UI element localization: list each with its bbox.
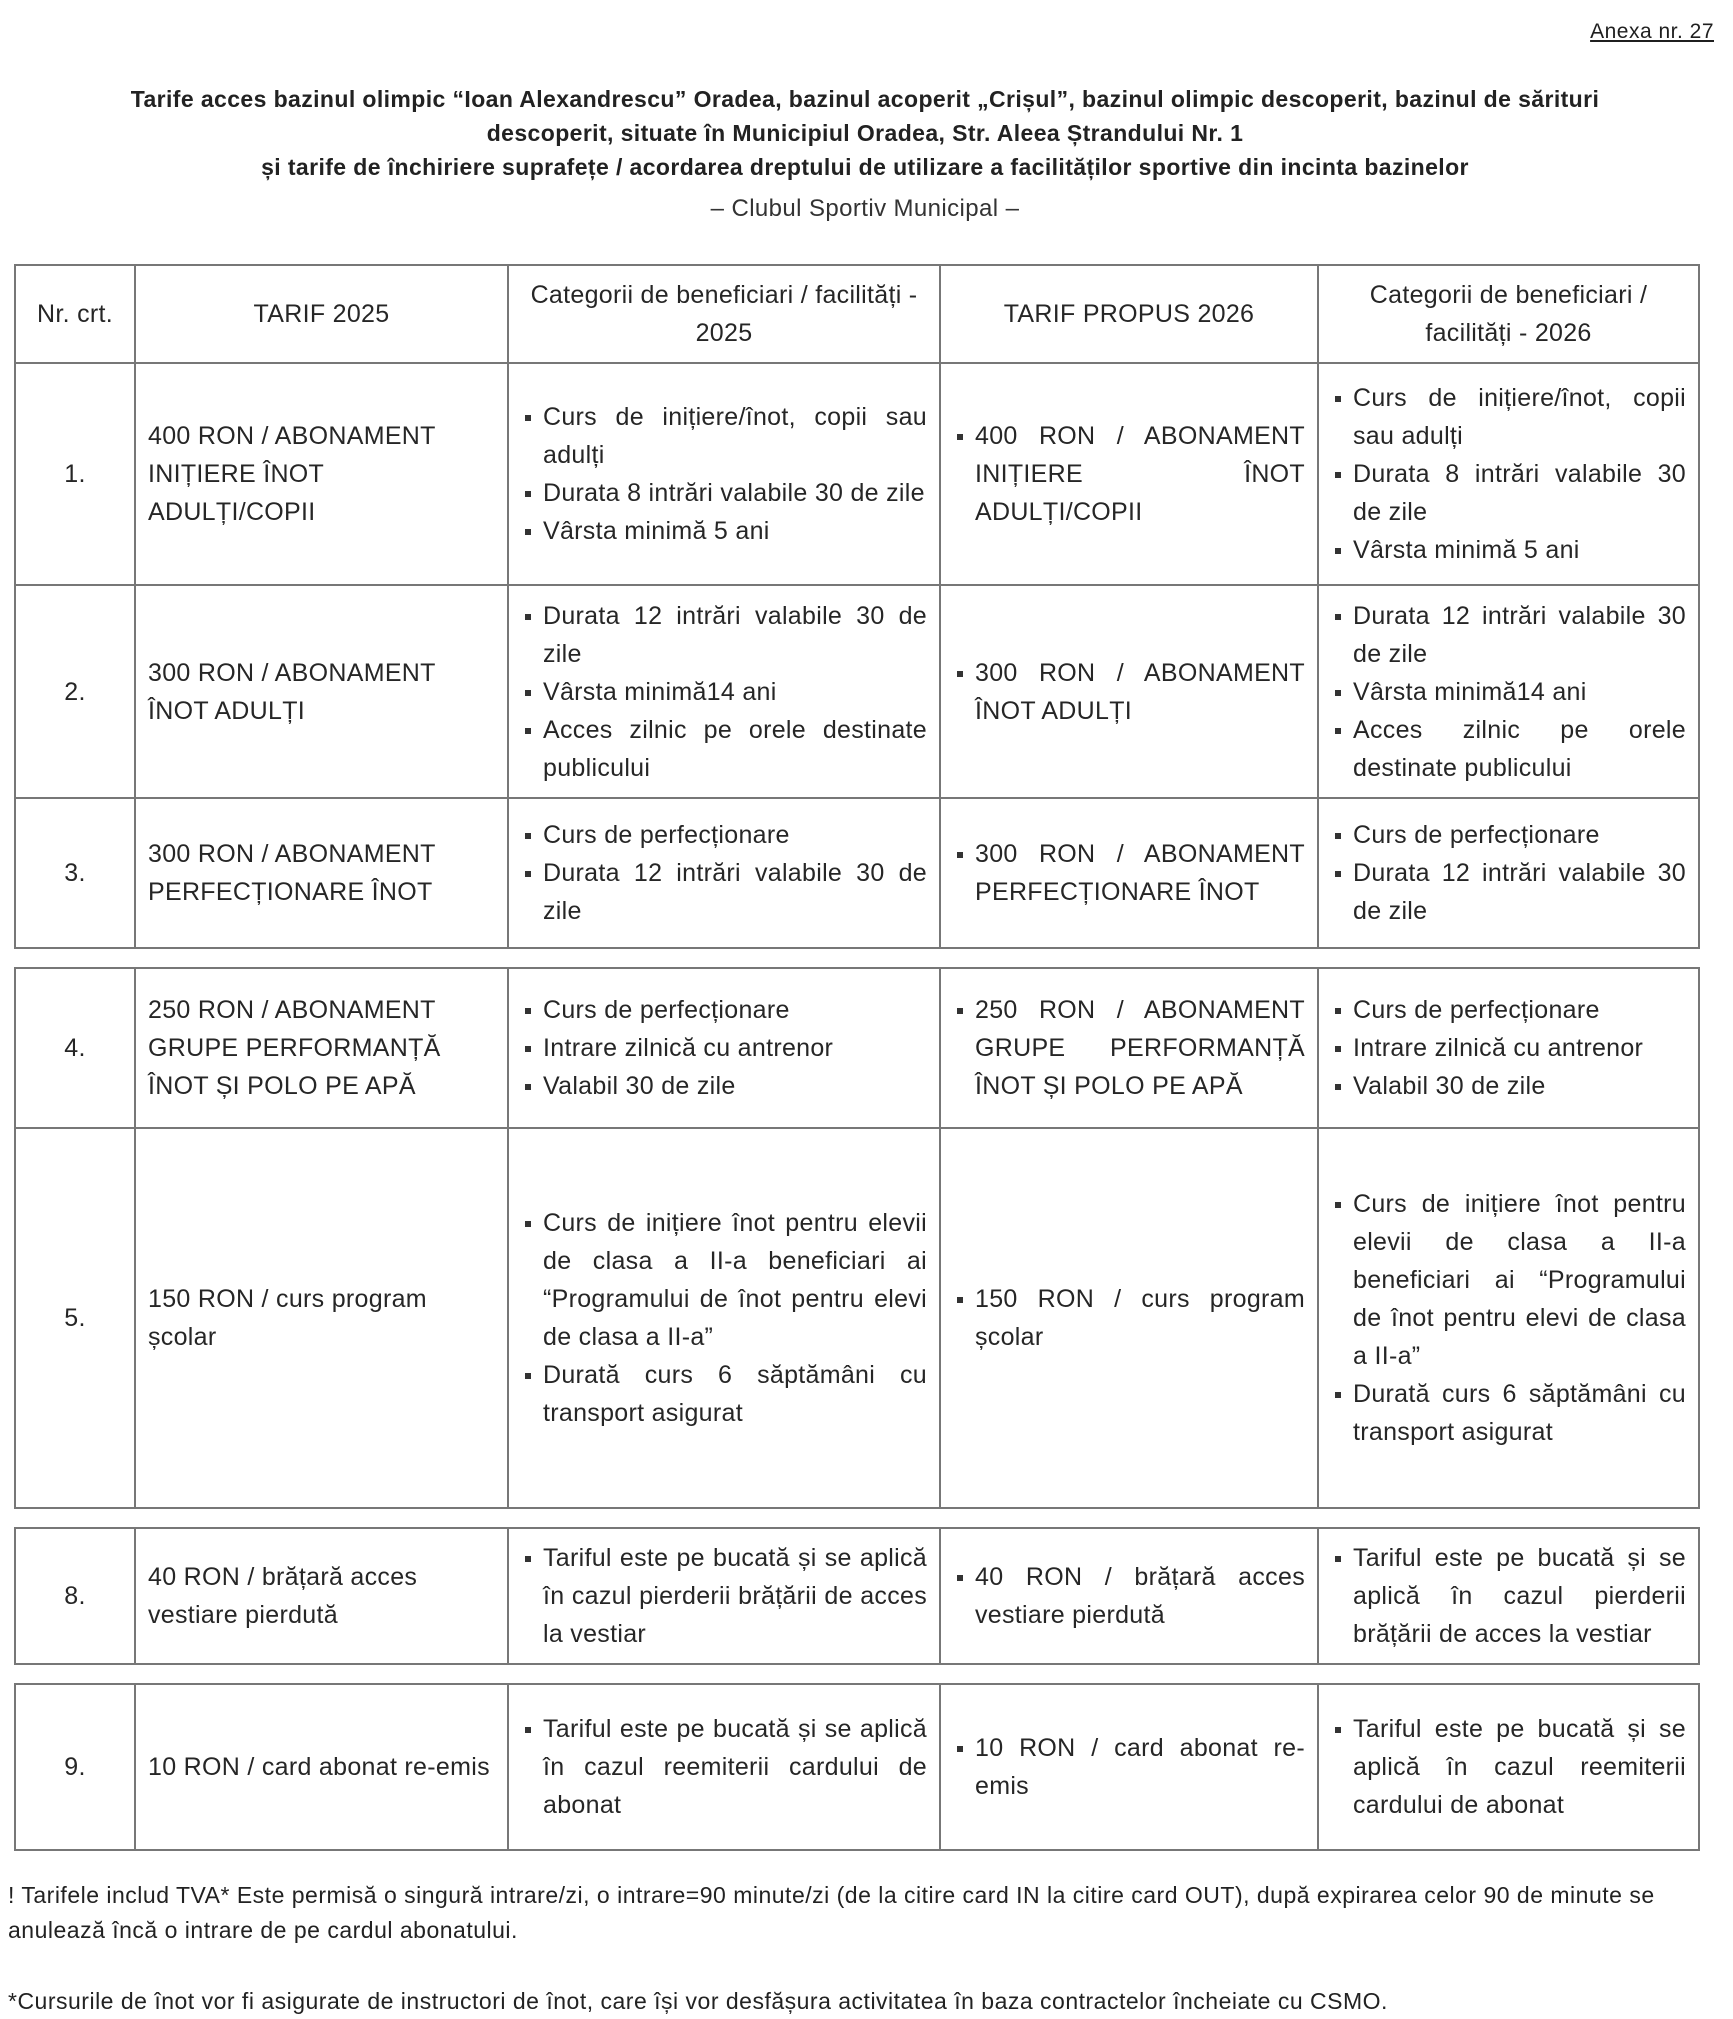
bullet-item: Tariful este pe bucată și se aplică în cazul pierderii brățării de acces la vestiar	[521, 1539, 927, 1653]
bullet-item: Acces zilnic pe orele destinate publicului	[1331, 711, 1686, 787]
header-nr: Nr. crt.	[15, 265, 135, 363]
bullet-item: Durata 8 intrări valabile 30 de zile	[521, 474, 927, 512]
bullet-item: Curs de perfecționare	[1331, 816, 1686, 854]
bullet-item: Curs de inițiere înot pentru elevii de clasa a II-a beneficiari ai “Programului de înot pentru elevi de clasa a II-a”	[521, 1204, 927, 1356]
table-gap-cell	[15, 1664, 1699, 1684]
bullet-item: Durată curs 6 săptămâni cu transport asigurat	[1331, 1375, 1686, 1451]
club-name: – Clubul Sportiv Municipal –	[710, 195, 1020, 222]
bullet-item: Curs de perfecționare	[1331, 991, 1686, 1029]
categorii-2026	[1318, 363, 1699, 585]
tarif-2025: 150 RON / curs program școlar	[135, 1128, 508, 1508]
title-line-1: Tarife acces bazinul olimpic “Ioan Alexandrescu” Oradea, bazinul acoperit „Crișul”, bazinul olimpic descoperit, bazinul de sărituri	[130, 86, 1600, 112]
tarif-propus-2026	[940, 968, 1318, 1128]
bullet-item: Durata 12 intrări valabile 30 de zile	[1331, 597, 1686, 673]
bullet-item: Tariful este pe bucată și se aplică în cazul reemiterii cardului de abonat	[521, 1710, 927, 1824]
header-tarif-2025: TARIF 2025	[135, 265, 508, 363]
annex-number: Anexa nr. 27	[1590, 20, 1714, 43]
bullet-item: Curs de inițiere/înot, copii sau adulți	[1331, 379, 1686, 455]
categorii-2026	[1318, 798, 1699, 948]
header-tarif-2026: TARIF PROPUS 2026	[940, 265, 1318, 363]
bullet-item: Acces zilnic pe orele destinate publicului	[521, 711, 927, 787]
row-number: 8.	[15, 1528, 135, 1664]
categorii-2026	[1318, 1528, 1699, 1664]
bullet-item: 150 RON / curs program școlar	[953, 1280, 1305, 1356]
categorii-2025	[508, 798, 940, 948]
bullet-item: Intrare zilnică cu antrenor	[521, 1029, 927, 1067]
categorii-2026	[1318, 1128, 1699, 1508]
categorii-2025	[508, 1528, 940, 1664]
tarif-propus-2026	[940, 798, 1318, 948]
categorii-2025	[508, 363, 940, 585]
bullet-item: Valabil 30 de zile	[1331, 1067, 1686, 1105]
categorii-2025	[508, 585, 940, 798]
bullet-item: Durata 12 intrări valabile 30 de zile	[521, 854, 927, 930]
table-row	[15, 798, 1699, 948]
bullet-item: Curs de perfecționare	[521, 816, 927, 854]
tarif-propus-2026	[940, 1684, 1318, 1850]
table-row	[15, 968, 1699, 1128]
table-row	[15, 1128, 1699, 1508]
bullet-item: Vârsta minimă 5 ani	[1331, 531, 1686, 569]
header-categorii-2026: Categorii de beneficiari / facilități - 2026	[1318, 265, 1699, 363]
categorii-2026	[1318, 585, 1699, 798]
bullet-item: 400 RON / ABONAMENT INIȚIERE ÎNOT ADULȚI/COPII	[953, 417, 1305, 531]
footnote-tva: ! Tarifele includ TVA* Este permisă o singură intrare/zi, o intrare=90 minute/zi (de la citire card IN la citire card OUT), după expirarea celor 90 de minute se anulează încă o intrare de pe cardul abonatului.	[8, 1882, 1655, 1943]
header-categorii-2025: Categorii de beneficiari / facilități - 2025	[508, 265, 940, 363]
categorii-2026	[1318, 968, 1699, 1128]
bullet-item: Durată curs 6 săptămâni cu transport asigurat	[521, 1356, 927, 1432]
bullet-item: Tariful este pe bucată și se aplică în cazul reemiterii cardului de abonat	[1331, 1710, 1686, 1824]
row-number: 5.	[15, 1128, 135, 1508]
bullet-item: Curs de perfecționare	[521, 991, 927, 1029]
table-row	[15, 585, 1699, 798]
row-number: 1.	[15, 363, 135, 585]
tarif-2025: 300 RON / ABONAMENT ÎNOT ADULȚI	[135, 585, 508, 798]
bullet-item: Durata 12 intrări valabile 30 de zile	[521, 597, 927, 673]
table-gap-cell	[15, 1508, 1699, 1528]
footnote-instructors: *Cursurile de înot vor fi asigurate de instructori de înot, care își vor desfășura activitatea în baza contractelor încheiate cu CSMO.	[8, 1988, 1388, 2014]
bullet-item: Valabil 30 de zile	[521, 1067, 927, 1105]
title-line-2: descoperit, situate în Municipiul Oradea, Str. Aleea Ștrandului Nr. 1	[486, 120, 1244, 146]
row-number: 4.	[15, 968, 135, 1128]
tarif-2025: 400 RON / ABONAMENT INIȚIERE ÎNOT ADULȚI/COPII	[135, 363, 508, 585]
categorii-2026	[1318, 1684, 1699, 1850]
bullet-item: Curs de inițiere înot pentru elevii de clasa a II-a beneficiari ai “Programului de înot pentru elevi de clasa a II-a”	[1331, 1185, 1686, 1375]
bullet-item: 250 RON / ABONAMENT GRUPE PERFORMANȚĂ ÎNOT ȘI POLO PE APĂ	[953, 991, 1305, 1105]
row-number: 2.	[15, 585, 135, 798]
bullet-item: 300 RON / ABONAMENT PERFECȚIONARE ÎNOT	[953, 835, 1305, 911]
bullet-item: 40 RON / brățară acces vestiare pierdută	[953, 1558, 1305, 1634]
bullet-item: Intrare zilnică cu antrenor	[1331, 1029, 1686, 1067]
bullet-item: Durata 12 intrări valabile 30 de zile	[1331, 854, 1686, 930]
bullet-item: Vârsta minimă14 ani	[521, 673, 927, 711]
bullet-item: Durata 8 intrări valabile 30 de zile	[1331, 455, 1686, 531]
table-gap	[15, 1508, 1699, 1528]
bullet-item: Curs de inițiere/înot, copii sau adulți	[521, 398, 927, 474]
bullet-item: 10 RON / card abonat re-emis	[953, 1729, 1305, 1805]
tarif-2025: 250 RON / ABONAMENT GRUPE PERFORMANȚĂ ÎNOT ȘI POLO PE APĂ	[135, 968, 508, 1128]
bullet-item: Vârsta minimă14 ani	[1331, 673, 1686, 711]
tarif-2025: 40 RON / brățară acces vestiare pierdută	[135, 1528, 508, 1664]
row-number: 9.	[15, 1684, 135, 1850]
tarif-2025: 300 RON / ABONAMENT PERFECȚIONARE ÎNOT	[135, 798, 508, 948]
document-header	[30, 82, 1700, 226]
row-number: 3.	[15, 798, 135, 948]
bullet-item: 300 RON / ABONAMENT ÎNOT ADULȚI	[953, 654, 1305, 730]
categorii-2025	[508, 1128, 940, 1508]
bullet-item: Tariful este pe bucată și se aplică în cazul pierderii brățării de acces la vestiar	[1331, 1539, 1686, 1653]
table-gap	[15, 948, 1699, 968]
table-gap-cell	[15, 948, 1699, 968]
tarif-2025: 10 RON / card abonat re-emis	[135, 1684, 508, 1850]
categorii-2025	[508, 1684, 940, 1850]
table-row	[15, 363, 1699, 585]
tarif-propus-2026	[940, 363, 1318, 585]
tarif-propus-2026	[940, 1128, 1318, 1508]
table-header-row	[15, 265, 1699, 363]
tarif-propus-2026	[940, 1528, 1318, 1664]
tariff-table	[14, 264, 1700, 1851]
categorii-2025	[508, 968, 940, 1128]
bullet-item: Vârsta minimă 5 ani	[521, 512, 927, 550]
title-line-3: și tarife de închiriere suprafețe / acordarea dreptului de utilizare a facilităților sportive din incinta bazinelor	[261, 154, 1469, 180]
table-row	[15, 1684, 1699, 1850]
table-gap	[15, 1664, 1699, 1684]
table-row	[15, 1528, 1699, 1664]
tarif-propus-2026	[940, 585, 1318, 798]
